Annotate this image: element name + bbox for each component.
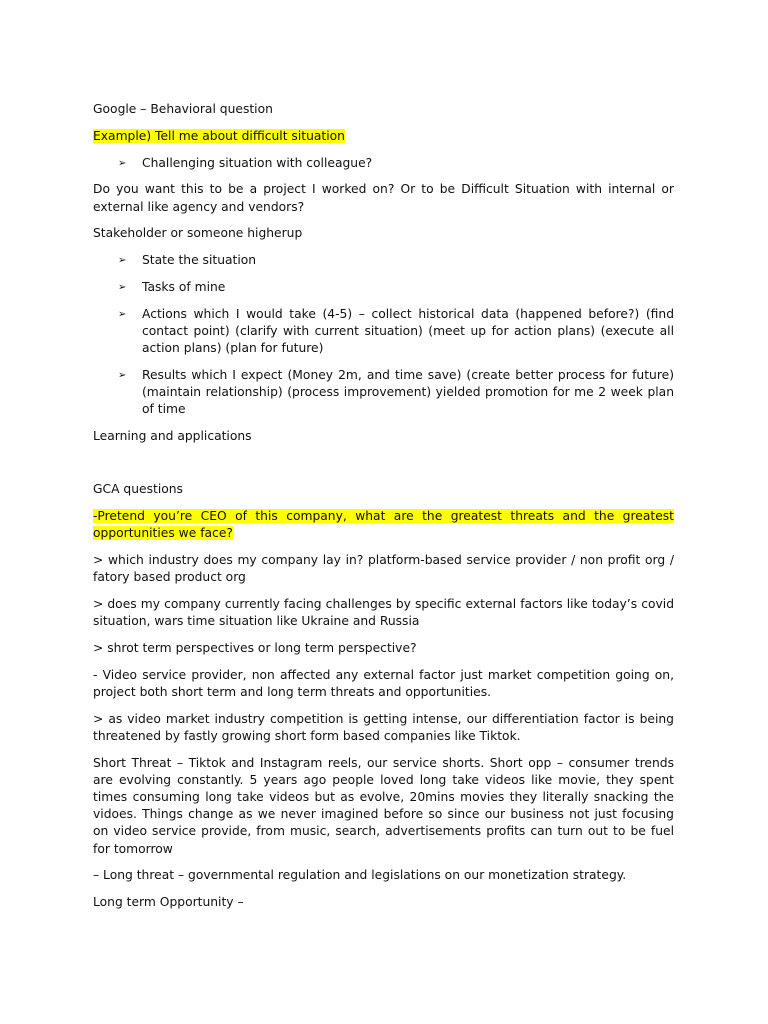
gca-question-highlight: -Pretend you’re CEO of this company, what are the greatest threats and the greatest opportunities we face?	[93, 508, 674, 540]
paragraph: > which industry does my company lay in? platform-based service provider / non profit org / fatory based product org	[93, 552, 674, 584]
paragraph: - Video service provider, non affected any external factor just market competition going on, project both short term and long term threats and opportunities.	[93, 667, 674, 699]
example-line	[93, 128, 674, 145]
bullet-text: State the situation	[142, 253, 257, 268]
bullet-item	[93, 252, 674, 269]
arrow-bullet-icon: ➢	[118, 157, 127, 169]
bullet-text: Results which I expect (Money 2m, and time save) (create better process for future) (maintain relationship) (process improvement) yielded promotion for me 2 week plan of time	[142, 367, 674, 417]
paragraph: Long term Opportunity –	[93, 895, 244, 910]
bullet-item	[93, 306, 674, 358]
heading-behavioral: Google – Behavioral question	[93, 102, 273, 116]
paragraph: > shrot term perspectives or long term perspective?	[93, 640, 417, 655]
paragraph: – Long threat – governmental regulation and legislations on our monetization strategy.	[93, 868, 627, 883]
gca-question-line	[93, 508, 674, 542]
bullet-text: Challenging situation with colleague?	[142, 155, 373, 170]
paragraph: > as video market industry competition is getting intense, our differentiation factor is being threatened by fastly growing short form based companies like Tiktok.	[93, 711, 674, 743]
bullet-text: Tasks of mine	[142, 279, 226, 294]
bullet-item	[93, 367, 674, 419]
arrow-bullet-icon: ➢	[118, 255, 127, 267]
paragraph: Short Threat – Tiktok and Instagram reels, our service shorts. Short opp – consumer trends are evolving constantly. 5 years ago people loved long take videos like movie, they spent times consuming long take videos but as evolve, 20mins movies they literally snacking the vidoes. Things change as we never imagined before so since our business not just focusing on video service provide, from music, search, advertisements profits can turn out to be fuel for tomorrow	[93, 755, 674, 856]
arrow-bullet-icon: ➢	[118, 308, 127, 320]
paragraph: Learning and applications	[93, 429, 252, 444]
bullet-item	[93, 155, 674, 172]
bullet-item	[93, 279, 674, 296]
bullet-text: Actions which I would take (4-5) – collect historical data (happened before?) (find contact point) (clarify with current situation) (meet up for action plans) (execute all action plans) (plan for future)	[142, 306, 674, 356]
paragraph: Do you want this to be a project I worked on? Or to be Difficult Situation with internal or external like agency and vendors?	[93, 182, 674, 214]
heading-gca: GCA questions	[93, 481, 183, 496]
paragraph: Stakeholder or someone higherup	[93, 226, 303, 241]
arrow-bullet-icon: ➢	[118, 369, 127, 381]
example-highlight: Example) Tell me about difficult situation	[93, 128, 345, 143]
paragraph: > does my company currently facing challenges by specific external factors like today’s covid situation, wars time situation like Ukraine and Russia	[93, 596, 674, 628]
arrow-bullet-icon: ➢	[118, 281, 127, 293]
blank-line	[93, 455, 674, 481]
document-page	[93, 101, 674, 921]
